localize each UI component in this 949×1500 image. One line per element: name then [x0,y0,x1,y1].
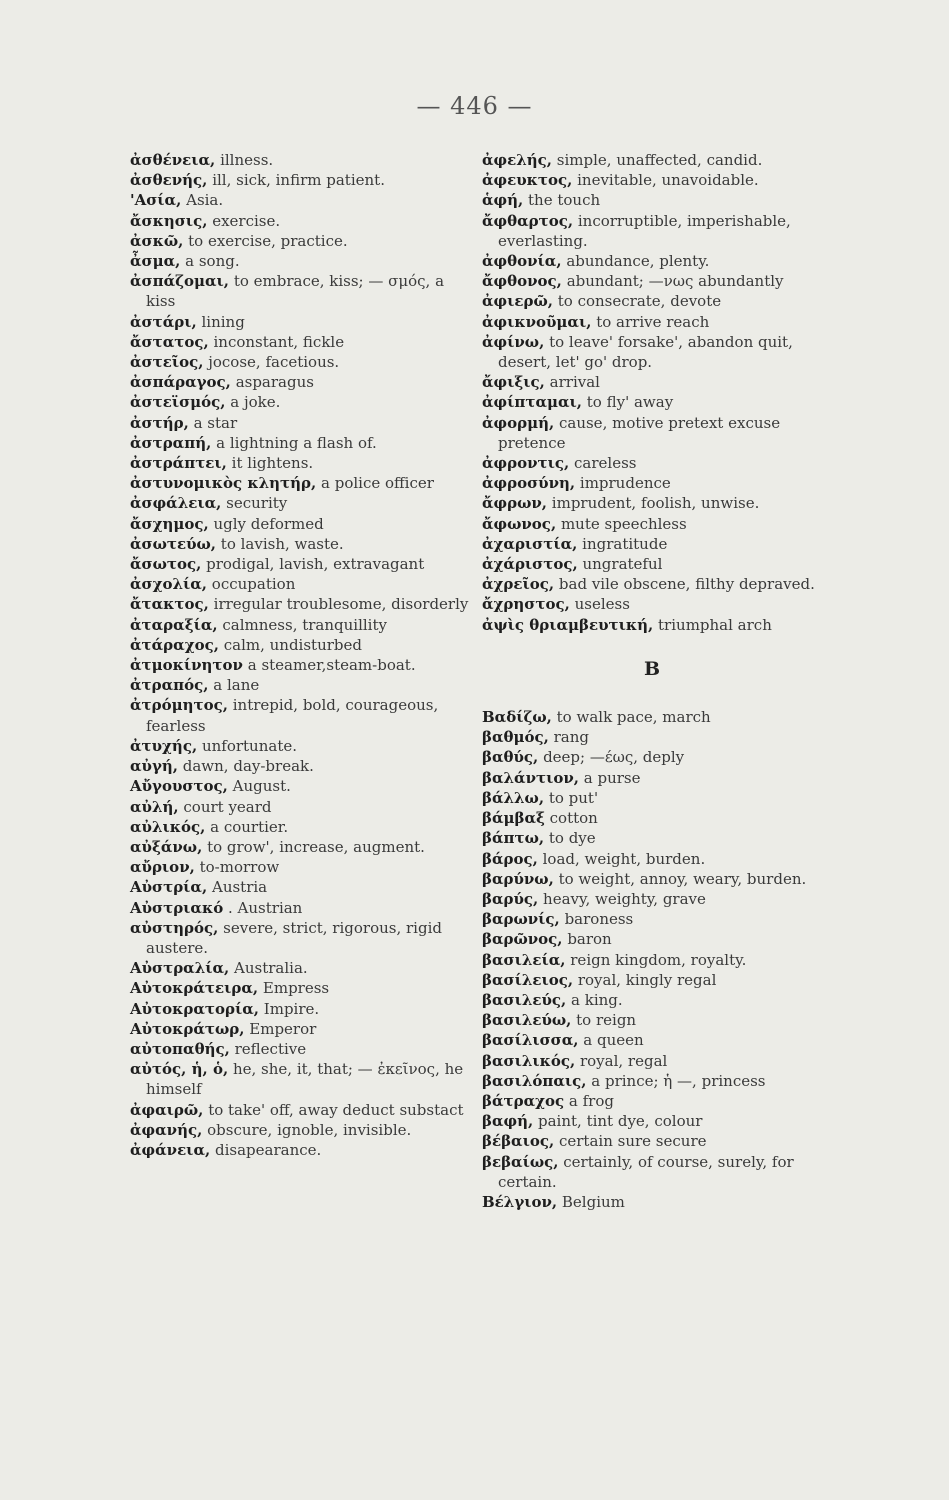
entry-definition: to fly' away [586,393,674,412]
entry-definition: a king. [571,990,623,1009]
entry-definition: to take' off, away deduct substact [208,1100,464,1119]
dictionary-entry [482,574,822,594]
right-column [482,150,822,1212]
entry-definition: baron [567,930,612,949]
dictionary-entry [130,514,470,534]
dictionary-entry [482,493,822,513]
dictionary-entry [482,594,822,614]
dictionary-entry [130,857,470,877]
entry-definition: security [226,494,288,513]
entry-definition: a song. [185,252,240,271]
entry-definition: dawn, day-break. [182,757,314,776]
entry-definition: royal, kingly regal [577,970,717,989]
dictionary-entry [482,554,822,574]
dictionary-entry [130,231,470,251]
entry-headword: ἀχαριστία, [482,534,578,553]
entry-headword: ἄφωνος, [482,514,557,533]
entry-definition: jocose, facetious. [208,353,340,372]
entry-definition: Asia. [186,191,224,210]
dictionary-entry [482,950,822,970]
entry-headword: Αὔγουστος, [130,777,228,796]
dictionary-entry [130,594,470,614]
dictionary-entry [482,312,822,332]
dictionary-entry [482,929,822,949]
entry-definition: abundance, plenty. [566,252,710,271]
dictionary-entry [130,413,470,433]
dictionary-entry [482,1030,822,1050]
entry-headword: Αὐστραλία, [130,959,230,978]
entry-definition: arrival [549,373,600,392]
entry-headword: ἄφρων, [482,494,548,513]
entry-definition: Emperor [249,1019,317,1038]
dictionary-entry [130,1019,470,1039]
entry-definition: rang [553,728,590,747]
dictionary-entry [130,655,470,675]
dictionary-entry [482,190,822,210]
entry-definition: a lane [213,676,260,695]
entry-definition: Australia. [234,959,308,978]
entry-definition: the touch [528,191,601,210]
entry-definition: mute speechless [560,514,687,533]
entry-definition: a steamer,steam-boat. [247,656,416,675]
entry-definition: Impire. [263,999,320,1018]
entry-headword: Αὐστριακό [130,898,224,917]
entry-definition: a star [193,413,238,432]
dictionary-entry [130,453,470,473]
entry-definition: a courtier. [210,817,289,836]
dictionary-entry [130,372,470,392]
entry-definition: ingratitude [582,534,668,553]
entry-definition: exercise. [212,211,281,230]
entry-definition: useless [574,595,630,614]
dictionary-entry [482,909,822,929]
entry-headword: βάτραχος [482,1091,565,1110]
entry-definition: to-morrow [199,858,280,877]
dictionary-entry [482,251,822,271]
entry-headword: ἀφροσύνη, [482,474,576,493]
entry-definition: court yeard [183,797,272,816]
entry-definition: calmness, tranquillity [222,615,387,634]
dictionary-entry [130,271,470,311]
entry-headword: ἀτρόμητος, [130,696,228,715]
dictionary-entry [130,574,470,594]
dictionary-entry [130,433,470,453]
entry-headword: βαφή, [482,1112,534,1131]
dictionary-entry [482,828,822,848]
entry-definition: calm, undisturbed [223,635,362,654]
dictionary-entry [130,332,470,352]
entry-headword: ἀσπάραγος, [130,373,231,392]
entry-headword: ἀτυχής, [130,736,198,755]
dictionary-entry [482,1091,822,1111]
dictionary-entry [130,615,470,635]
entry-definition: irregular troublesome, disorderly [213,595,469,614]
entry-headword: βάλλω, [482,788,545,807]
entry-headword: ἀστεῖος, [130,353,204,372]
dictionary-entry [482,990,822,1010]
entry-definition: intrepid, bold, courageous, fearless [146,696,439,735]
dictionary-entry [130,534,470,554]
entry-definition: deep; —έως, deply [543,748,685,767]
dictionary-entry [130,312,470,332]
entry-headword: ἀτμοκίνητον [130,656,243,675]
entry-definition: to arrive reach [596,312,710,331]
entry-definition: load, weight, burden. [542,849,706,868]
dictionary-entry [130,1140,470,1160]
dictionary-entry [130,635,470,655]
dictionary-entry [130,211,470,231]
dictionary-entry [130,1059,470,1099]
dictionary-entry [482,1010,822,1030]
dictionary-entry [482,869,822,889]
entry-definition: to consecrate, devote [557,292,722,311]
entry-definition: to reign [576,1011,637,1030]
entry-headword: ἀσθενής, [130,171,208,190]
entry-definition: obscure, ignoble, invisible. [207,1120,412,1139]
dictionary-entry [482,707,822,727]
entry-headword: ἀταραξία, [130,615,218,634]
dictionary-entry [482,1152,822,1192]
dictionary-entry [482,615,822,635]
entry-headword: βασιλικός, [482,1051,576,1070]
entry-definition: to walk pace, march [556,708,711,727]
entry-headword: βαλάντιον, [482,768,579,787]
dictionary-entry [482,1111,822,1131]
entry-headword: ἀσχολία, [130,575,208,594]
entry-definition: a police officer [321,474,434,493]
dictionary-entry [482,514,822,534]
entry-headword: αὐτοπαθής, [130,1039,230,1058]
entry-headword: ἀστήρ, [130,413,189,432]
entry-headword: ἀφιερῶ, [482,292,553,311]
entry-headword: βάπτω, [482,829,545,848]
entry-definition: he, she, it, that; — ἐκεῖνος, he himself [146,1060,464,1099]
entry-definition: disapearance. [215,1140,322,1159]
dictionary-entry [482,392,822,412]
dictionary-entry [130,392,470,412]
dictionary-entry [130,493,470,513]
entry-definition: to leave' forsake', abandon quit, desert, let' go' drop. [498,332,793,372]
dictionary-entry [482,291,822,311]
entry-definition: cotton [549,809,598,828]
entry-headword: βαρωνίς, [482,910,560,929]
dictionary-entry [482,211,822,251]
dictionary-entry [482,1192,822,1212]
entry-headword: ἀσθένεια, [130,151,216,169]
entry-headword: ἀστάρι, [130,312,197,331]
entry-headword: Αὐτοκράτειρα, [130,979,259,998]
dictionary-entry [130,756,470,776]
entry-headword: βασίλισσα, [482,1031,579,1050]
entry-definition: to exercise, practice. [188,231,348,250]
entry-definition: to put' [548,788,599,807]
entry-definition: . Austrian [228,898,303,917]
entry-definition: illness. [220,151,274,169]
entry-headword: ἆσμα, [130,252,181,271]
entry-definition: to lavish, waste. [220,534,344,553]
entry-definition: inconstant, fickle [213,332,345,351]
entry-headword: ἄστατος, [130,332,209,351]
dictionary-entry [130,837,470,857]
dictionary-entry [130,1039,470,1059]
entry-definition: to embrace, kiss; — σμός, a kiss [146,272,445,311]
dictionary-entry [482,808,822,828]
entry-headword: ἀφικνοῦμαι, [482,312,592,331]
entry-definition: Empress [262,979,330,998]
left-column [130,150,470,1160]
entry-headword: ἄφθονος, [482,272,562,291]
entry-headword: βαρύς, [482,889,539,908]
entry-definition: a queen [583,1031,644,1050]
entry-definition: a purse [583,768,641,787]
entry-definition: bad vile obscene, filthy depraved. [558,575,815,594]
dictionary-entry [482,1131,822,1151]
entry-headword: ἀτάραχος, [130,635,219,654]
entry-headword: ἀφθονία, [482,252,562,271]
entry-headword: βεβαίως, [482,1152,559,1171]
dictionary-entry [130,554,470,574]
entry-headword: ἀστεϊσμός, [130,393,226,412]
entry-headword: αὔριον, [130,858,195,877]
entry-headword: ἄσχημος, [130,514,209,533]
entry-headword: βάμβαξ [482,809,545,828]
entry-headword: ἀφαιρῶ, [130,1100,204,1119]
entry-definition: reflective [234,1039,307,1058]
entry-definition: August. [232,777,291,796]
dictionary-entry [130,877,470,897]
entry-definition: inevitable, unavoidable. [577,171,759,190]
entry-definition: careless [574,454,637,473]
dictionary-entry [130,999,470,1019]
entry-headword: ἄτακτος, [130,595,209,614]
entry-headword: ἀστραπή, [130,433,212,452]
entry-headword: ἀσπάζομαι, [130,272,230,291]
entry-headword: ἀτραπός, [130,676,209,695]
entry-definition: royal, regal [579,1051,668,1070]
entry-headword: Αὐτοκρατορία, [130,999,260,1018]
dictionary-entry [130,675,470,695]
entry-headword: ἀφευκτος, [482,171,573,190]
dictionary-entry [130,473,470,493]
section-letter: B [643,657,661,680]
entry-headword: αὐστηρός, [130,918,219,937]
entry-headword: βασιλεύω, [482,1011,572,1030]
entry-definition: heavy, weighty, grave [543,889,706,908]
entry-definition: a frog [568,1091,614,1110]
entry-headword: ἀσωτεύω, [130,534,217,553]
entry-headword: βαρύνω, [482,869,554,888]
entry-headword: αὐγή, [130,757,178,776]
entry-definition: imprudence [579,474,671,493]
entry-definition: incorruptible, imperishable, everlasting. [498,211,791,250]
dictionary-entry [482,768,822,788]
entry-definition: severe, strict, rigorous, rigid austere. [146,918,442,957]
dictionary-entry [130,150,470,170]
entry-headword: βαθύς, [482,748,539,767]
entry-definition: certain sure secure [558,1132,707,1151]
entry-headword: ἄχρηστος, [482,595,570,614]
entry-definition: cause, motive pretext excuse pretence [498,413,781,452]
page-number: — 446 — [416,92,533,120]
entry-headword: ἀψὶς θριαμβευτική, [482,615,654,634]
dictionary-entry [482,413,822,453]
entry-headword: ἀχάριστος, [482,555,578,574]
dictionary-entry [130,776,470,796]
entry-headword: Βαδίζω, [482,708,552,727]
dictionary-entry [482,453,822,473]
entry-headword: βασιλεία, [482,950,566,969]
entry-headword: ἄσωτος, [130,555,202,574]
entry-headword: ἀστυνομικὸς κλητήρ, [130,474,317,493]
entry-definition: it lightens. [231,454,314,473]
entry-definition: asparagus [235,373,314,392]
entry-definition: to weight, annoy, weary, burden. [558,869,807,888]
entry-definition: ugly deformed [213,514,324,533]
entry-definition: baroness [564,910,634,929]
entry-headword: ἀσκῶ, [130,231,184,250]
entry-definition: reign kingdom, royalty. [570,950,747,969]
entry-headword: ἀφροντις, [482,454,570,473]
dictionary-entry [130,898,470,918]
entry-headword: βαρῶνος, [482,930,563,949]
entry-definition: abundant; —νως abundantly [566,272,784,291]
entry-headword: 'Ασία, [130,191,182,210]
entry-headword: ἀστράπτει, [130,454,227,473]
entry-headword: ἀφανής, [130,1120,203,1139]
entry-headword: ἀσφάλεια, [130,494,222,513]
entry-headword: ἁφή, [482,191,524,210]
dictionary-entry [130,918,470,958]
entry-headword: ἄσκησις, [130,211,208,230]
entry-definition: triumphal arch [658,615,772,634]
entry-headword: βασίλειος, [482,970,574,989]
entry-headword: ἀφάνεια, [130,1140,211,1159]
entry-definition: ungrateful [582,555,663,574]
dictionary-entry [482,849,822,869]
entry-headword: Αὐστρία, [130,878,208,897]
entry-headword: βασιλόπαις, [482,1071,587,1090]
entry-definition: to dye [548,829,596,848]
dictionary-entry [482,332,822,372]
entry-definition: a joke. [230,393,281,412]
dictionary-entry [482,889,822,909]
entry-definition: occupation [211,575,296,594]
dictionary-entry [130,1100,470,1120]
dictionary-entry [482,150,822,170]
entry-headword: αὐτός, ἡ, ὁ, [130,1060,229,1079]
entry-headword: ἄφιξις, [482,373,545,392]
dictionary-entry [130,352,470,372]
entry-definition: ill, sick, infirm patient. [212,171,385,190]
dictionary-entry [482,727,822,747]
dictionary-entry [130,958,470,978]
dictionary-entry [130,978,470,998]
entry-headword: βέβαιος, [482,1132,555,1151]
dictionary-entry [130,817,470,837]
entry-headword: αὐλικός, [130,817,206,836]
entry-definition: a prince; ἡ —, princess [591,1071,766,1090]
dictionary-entry [482,970,822,990]
entry-headword: βαθμός, [482,728,549,747]
dictionary-entry [482,271,822,291]
entry-headword: Βέλγιον, [482,1192,558,1211]
dictionary-entry [130,736,470,756]
entry-definition: prodigal, lavish, extravagant [206,555,425,574]
entry-definition: Austria [211,878,268,897]
dictionary-entry [482,1051,822,1071]
dictionary-entry [482,170,822,190]
dictionary-entry [482,747,822,767]
dictionary-entry [130,170,470,190]
entry-headword: ἀχρεῖος, [482,575,555,594]
entry-definition: simple, unaffected, candid. [556,151,763,169]
dictionary-entry [482,372,822,392]
entry-definition: to grow', increase, augment. [207,837,425,856]
entry-definition: certainly, of course, surely, for certain. [498,1152,794,1191]
entry-definition: a lightning a flash of. [216,433,377,452]
dictionary-entry [130,1120,470,1140]
dictionary-entry [482,1071,822,1091]
entry-headword: ἀφίνω, [482,332,545,351]
entry-definition: paint, tint dye, colour [538,1112,703,1131]
dictionary-entry [130,695,470,735]
entry-headword: ἀφορμή, [482,413,555,432]
dictionary-entry [482,534,822,554]
dictionary-entry [482,788,822,808]
entry-headword: ἀφίπταμαι, [482,393,582,412]
dictionary-entry [482,473,822,493]
entry-definition: imprudent, foolish, unwise. [551,494,760,513]
entry-definition: unfortunate. [201,736,297,755]
dictionary-entry [130,190,470,210]
entry-headword: βασιλεύς, [482,990,567,1009]
entry-definition: lining [201,312,245,331]
entry-headword: αὐξάνω, [130,837,203,856]
entry-headword: βάρος, [482,849,538,868]
entry-headword: ἄφθαρτος, [482,211,574,230]
entry-headword: αὐλή, [130,797,179,816]
entry-definition: Belgium [561,1192,625,1211]
entry-headword: Αὐτοκράτωρ, [130,1019,245,1038]
entry-headword: ἀφελής, [482,151,553,169]
dictionary-entry [130,251,470,271]
dictionary-entry [130,797,470,817]
